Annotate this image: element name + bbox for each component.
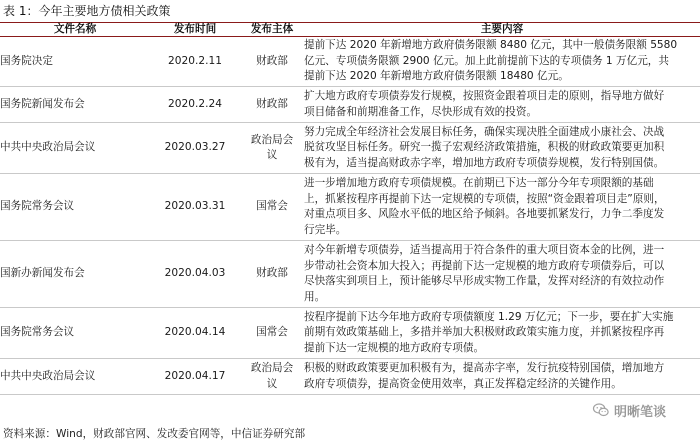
table-header-row: [0, 23, 700, 37]
issuer-text: 政治局会议: [250, 133, 294, 161]
cell-date: 2020.04.03: [150, 241, 240, 308]
cell-issuer: [240, 241, 304, 308]
source-note: 资料来源：Wind，财政部官网、发改委官网等，中信证券研究部: [3, 428, 306, 440]
cell-file-name: 国务院决定: [0, 37, 150, 87]
cell-date: 2020.2.24: [150, 87, 240, 123]
table-row: [0, 123, 700, 174]
header-content: 主要内容: [304, 23, 700, 37]
cell-file-name: 中共中央政治局会议: [0, 359, 150, 395]
issuer-text: 政治局会议: [250, 362, 294, 390]
header-issuer: 发布主体: [240, 23, 304, 37]
cell-issuer: [240, 359, 304, 395]
cell-issuer: [240, 37, 304, 87]
cell-issuer: [240, 87, 304, 123]
table-row: [0, 359, 700, 395]
table-row: [0, 87, 700, 123]
policy-table: [0, 23, 700, 395]
table-row: [0, 308, 700, 359]
watermark: [592, 400, 666, 420]
issuer-text: 国常会: [256, 326, 288, 339]
cell-issuer: [240, 308, 304, 359]
cell-content: 按程序提前下达今年地方政府专项债额度 1.29 万亿元；下一步，要在扩大实施 前期有效政策基础上，多措并举加大积极财政政策实施力度，并抓紧按程序再 提前下达一定规模的地方政府专项债。: [304, 308, 700, 359]
header-date: 发布时间: [150, 23, 240, 37]
cell-content: 积极的财政政策要更加积极有为，提高赤字率，发行抗疫特别国债，增加地方 政府专项债券，提高资金使用效率，真正发挥稳定经济的关键作用。: [304, 359, 700, 395]
cell-issuer: [240, 123, 304, 174]
wechat-icon: [592, 401, 610, 419]
cell-issuer: [240, 174, 304, 241]
cell-date: 2020.03.27: [150, 123, 240, 174]
table-title: 表 1：今年主要地方债相关政策: [3, 4, 171, 18]
issuer-text: 国常会: [256, 200, 288, 213]
table-row: [0, 37, 700, 87]
watermark-text: 明晰笔谈: [614, 404, 667, 420]
issuer-text: 财政部: [256, 54, 288, 67]
cell-file-name: 国务院新闻发布会: [0, 87, 150, 123]
cell-file-name: 国务院常务会议: [0, 308, 150, 359]
table-row: [0, 241, 700, 308]
cell-date: 2020.04.17: [150, 359, 240, 395]
cell-date: 2020.04.14: [150, 308, 240, 359]
cell-file-name: 国务院常务会议: [0, 174, 150, 241]
cell-file-name: 中共中央政治局会议: [0, 123, 150, 174]
cell-date: 2020.2.11: [150, 37, 240, 87]
cell-content: 提前下达 2020 年新增地方政府债务限额 8480 亿元，其中一般债务限额 5580 亿元、专项债务限额 2900 亿元。加上此前提前下达的专项债务 1 万亿元，共 提前下达 2020 年新增地方政府债务限额 18480 亿元。: [304, 37, 700, 87]
table-row: [0, 174, 700, 241]
cell-content: 努力完成全年经济社会发展目标任务，确保实现决胜全面建成小康社会、决战 脱贫攻坚目标任务。研究一揽子宏观经济政策措施，积极的财政政策要更加积 极有为，适当提高财政赤字率，增加地方政府专项债券规模，发行特别国债。: [304, 123, 700, 174]
issuer-text: 财政部: [256, 97, 288, 110]
issuer-text: 财政部: [256, 267, 288, 280]
cell-content: 对今年新增专项债券，适当提高用于符合条件的重大项目资本金的比例，进一 步带动社会资本加大投入；再提前下达一定规模的地方政府专项债券后，可以 尽快落实到项目上，预计能够尽早形成实物工作量，发挥对经济的有效拉动作 用。: [304, 241, 700, 308]
header-file-name: 文件名称: [0, 23, 150, 37]
cell-date: 2020.03.31: [150, 174, 240, 241]
cell-file-name: 国新办新闻发布会: [0, 241, 150, 308]
cell-content: 进一步增加地方政府专项债规模。在前期已下达一部分今年专项限额的基础 上，抓紧按程序再提前下达一定规模的专项债，按照“资金跟着项目走”原则， 对重点项目多、风险水平低的地区给予倾斜。各地要抓紧发行，力争二季度发 行完毕。: [304, 174, 700, 241]
cell-content: 扩大地方政府专项债券发行规模，按照资金跟着项目走的原则，指导地方做好 项目储备和前期准备工作，尽快形成有效的投资。: [304, 87, 700, 123]
